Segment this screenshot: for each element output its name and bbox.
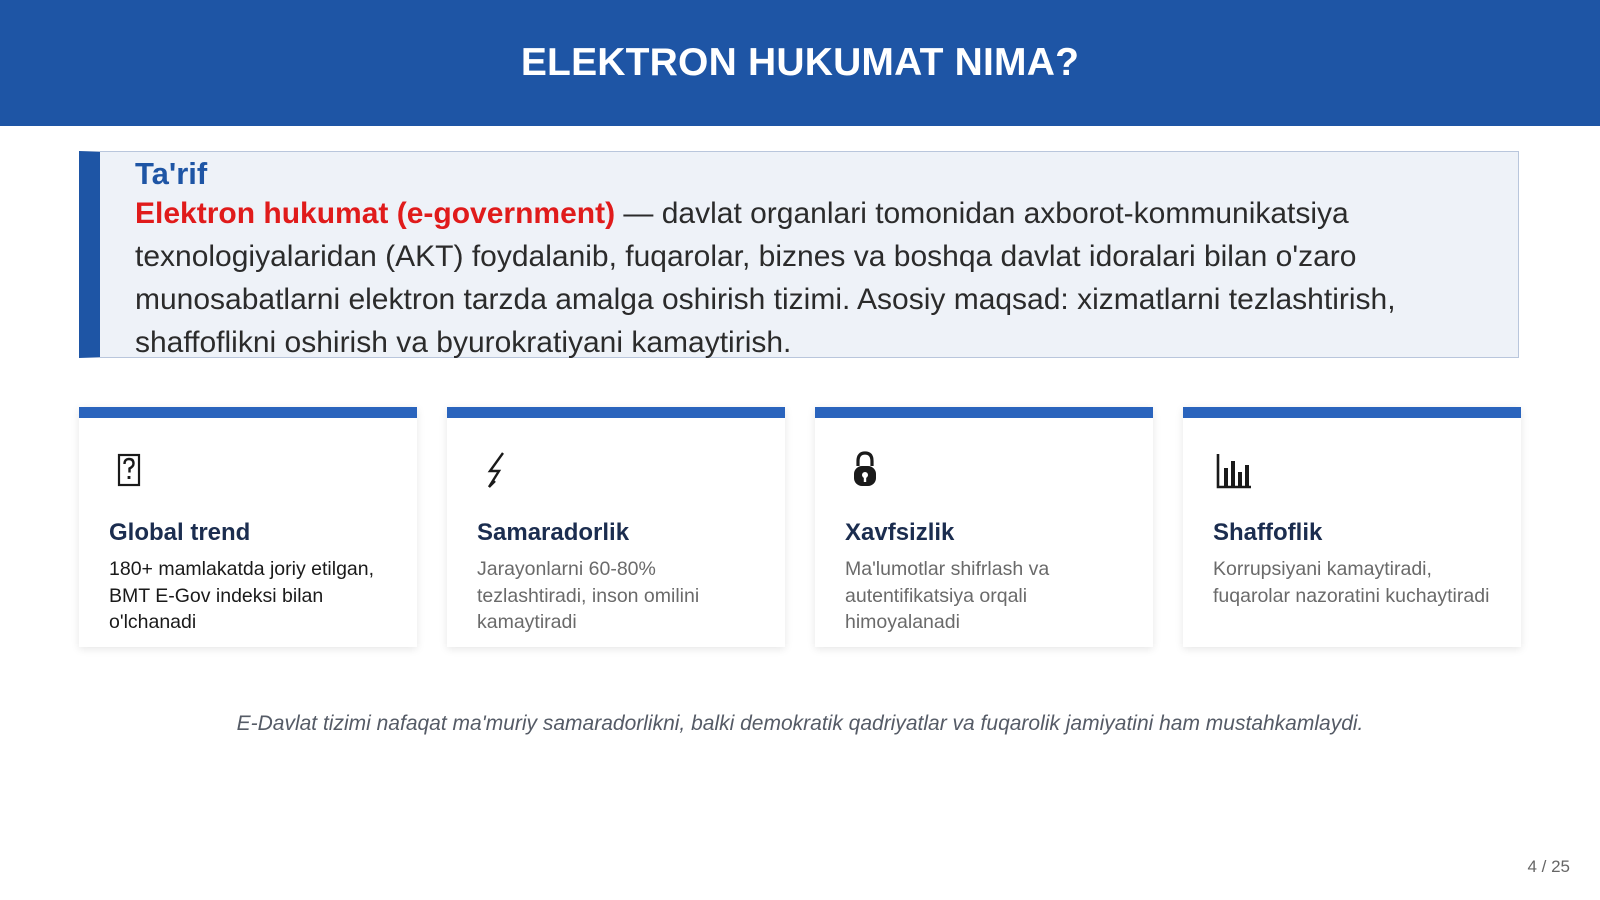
- lock-icon: [845, 448, 885, 492]
- card-description: Jarayonlarni 60-80% tezlashtiradi, inson omilini kamaytiradi: [477, 558, 700, 633]
- card-description: 180+ mamlakatda joriy etilgan, BMT E-Gov indeksi bilan o'lchanadi: [109, 558, 375, 633]
- card-xavfsizlik: [815, 407, 1153, 647]
- definition-title: Ta'rif: [135, 156, 208, 191]
- card-title: Shaffoflik: [1213, 519, 1323, 546]
- lightning-icon: [477, 448, 517, 492]
- question-box-icon: [109, 448, 149, 492]
- slide-title: ELEKTRON HUKUMAT NIMA?: [520, 41, 1080, 84]
- card-description: Ma'lumotlar shifrlash va autentifikatsiya orqali himoyalanadi: [845, 558, 1050, 633]
- card-title: Xavfsizlik: [845, 519, 955, 546]
- card-description: Korrupsiyani kamaytiradi, fuqarolar nazoratini kuchaytiradi: [1213, 558, 1490, 607]
- definition-term: Elektron hukumat (e-government): [135, 197, 616, 230]
- bar-chart-icon: [1213, 448, 1253, 492]
- card-samaradorlik: [447, 407, 785, 647]
- footer-note: E-Davlat tizimi nafaqat ma'muriy samaradorlikni, balki demokratik qadriyatlar va fuqarolik jamiyatini ham mustahkamlaydi.: [236, 712, 1364, 735]
- definition-body: — davlat organlari tomonidan axborot-kommunikatsiya texnologiyalaridan (AKT) foydalanib, fuqarolar, biznes va boshqa davlat idoralari bilan o'zaro munosabatlarni elektron tarzda amalga oshirish tizimi. Asosiy maqsad: xizmatlarni tezlashtirish, shaffoflikni oshirish va byurokratiyani kamaytirish.: [135, 197, 1396, 359]
- feature-cards: [79, 407, 1521, 647]
- page-number: 4 / 25: [1527, 857, 1570, 876]
- card-global-trend: [79, 407, 417, 647]
- card-shaffoflik: [1183, 407, 1521, 647]
- definition-text: [135, 192, 1500, 364]
- card-title: Global trend: [109, 519, 251, 546]
- slide-header: [0, 0, 1600, 126]
- definition-box: [79, 151, 1519, 358]
- card-title: Samaradorlik: [477, 519, 630, 546]
